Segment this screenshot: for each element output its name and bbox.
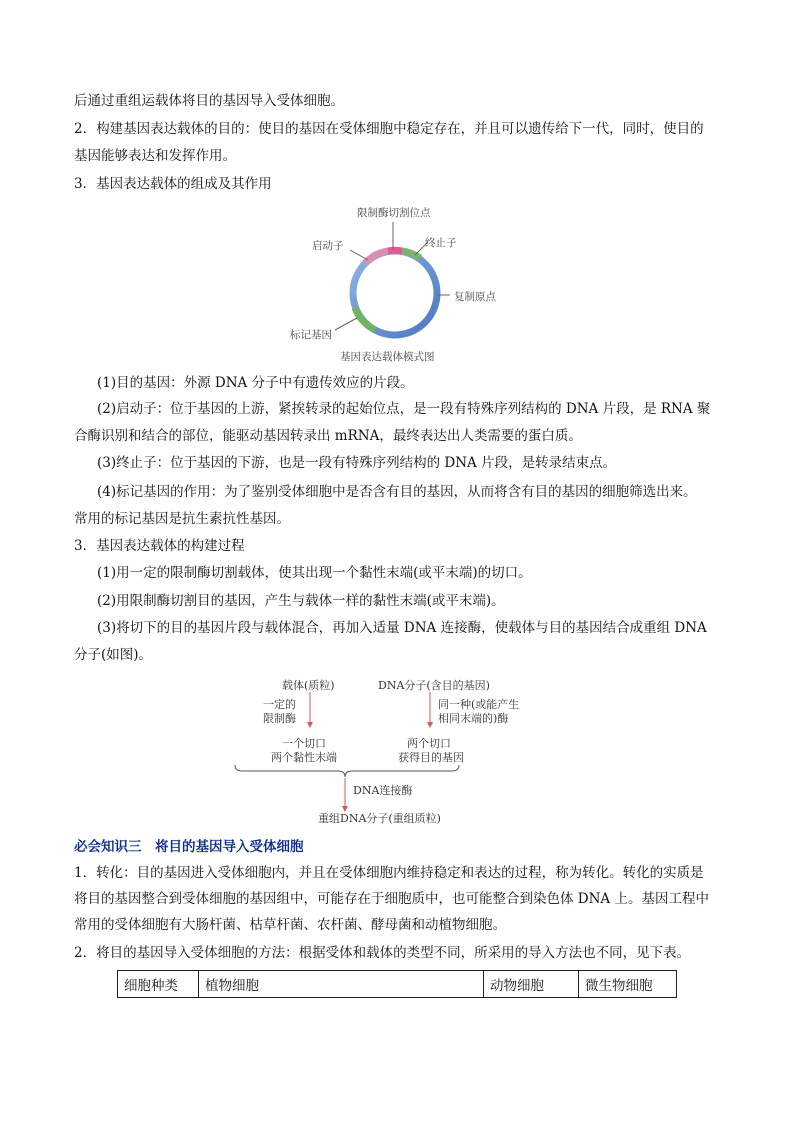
section-heading: 3．基因表达载体的组成及其作用 <box>74 176 272 192</box>
result-left-2: 两个黏性末端 <box>271 751 337 764</box>
product-label: 重组DNA分子(重组质粒) <box>318 812 441 825</box>
label-origin: 复制原点 <box>454 291 496 303</box>
arrow-head-right <box>427 722 433 728</box>
paragraph: 常用的标记基因是抗生素抗性基因。 <box>74 511 290 527</box>
table-header-cell: 植物细胞 <box>199 971 484 998</box>
paragraph: 2．将目的基因导入受体细胞的方法：根据受体和载体的类型不同，所采用的导入方法也不同，见下表。 <box>74 945 691 961</box>
result-left-1: 一个切口 <box>282 737 326 750</box>
table-header-cell: 细胞种类 <box>118 971 199 998</box>
enzyme-right-1: 同一种(或能产生 <box>438 698 520 711</box>
enzyme-left-2: 限制酶 <box>263 712 296 725</box>
table-header-row <box>118 971 677 998</box>
label-cut-site: 限制酶切割位点 <box>357 207 431 219</box>
marker-segment <box>355 308 375 330</box>
paragraph: (2)用限制酶切割目的基因，产生与载体一样的黏性末端(或平末端)。 <box>97 593 505 609</box>
paragraph: 2．构建基因表达载体的目的：使目的基因在受体细胞中稳定存在，并且可以遗传给下一代，同时，使目的 <box>74 121 704 137</box>
arrow-head-left <box>307 722 313 728</box>
merge-brace <box>235 765 459 777</box>
paragraph: 合酶识别和结合的部位，能驱动基因转录出 mRNA，最终表达出人类需要的蛋白质。 <box>74 428 582 444</box>
paragraph: 分子(如图)。 <box>74 647 153 663</box>
paragraph: (2)启动子：位于基因的上游，紧挨转录的起始位点，是一段有特殊序列结构的 DNA 片段，是 RNA 聚 <box>97 401 711 417</box>
paragraph: (1)用一定的限制酶切割载体，使其出现一个黏性末端(或平末端)的切口。 <box>97 565 532 581</box>
paragraph: (1)目的基因：外源 DNA 分子中有遗传效应的片段。 <box>97 375 414 391</box>
marker-pointer <box>335 318 357 330</box>
figure-caption: 基因表达载体模式图 <box>340 351 435 363</box>
paragraph: 1．转化：目的基因进入受体细胞内，并且在受体细胞内维持稳定和表达的过程，称为转化。转化的实质是 <box>74 865 704 881</box>
vector-label: 载体(质粒) <box>282 679 335 692</box>
plasmid-diagram <box>280 200 520 370</box>
result-right-1: 两个切口 <box>407 737 451 750</box>
promoter-pointer <box>350 250 368 260</box>
section-heading: 3．基因表达载体的构建过程 <box>74 538 245 554</box>
paragraph: 后通过重组运载体将目的基因导入受体细胞。 <box>74 93 344 109</box>
enzyme-left-1: 一定的 <box>263 698 296 711</box>
cut-site-segment <box>388 250 402 251</box>
section-heading-3: 必会知识三 将目的基因导入受体细胞 <box>74 839 304 855</box>
label-marker: 标记基因 <box>290 329 332 341</box>
label-promoter: 启动子 <box>312 240 344 252</box>
ligase-label: DNA连接酶 <box>353 784 413 797</box>
dna-label: DNA分子(含目的基因) <box>378 679 490 692</box>
paragraph: 常用的受体细胞有大肠杆菌、枯草杆菌、农杆菌、酵母菌和动植物细胞。 <box>74 917 506 933</box>
paragraph: (3)将切下的目的基因片段与载体混合，再加入适量 DNA 连接酶，使载体与目的基因结合成重组 DNA <box>97 620 707 636</box>
paragraph: 基因能够表达和发挥作用。 <box>74 148 236 164</box>
table-header-cell: 动物细胞 <box>484 971 579 998</box>
table-header-cell: 微生物细胞 <box>579 971 677 998</box>
enzyme-right-2: 相同末端的)酶 <box>438 712 509 725</box>
paragraph: 将目的基因整合到受体细胞的基因组中，可能存在于细胞质中，也可能整合到染色体 DNA 上。基因工程中 <box>74 891 709 907</box>
paragraph: (3)终止子：位于基因的下游，也是一段有特殊序列结构的 DNA 片段，是转录结束点。 <box>97 455 617 471</box>
cell-type-table <box>117 970 677 998</box>
promoter-segment <box>365 251 388 263</box>
result-right-2: 获得目的基因 <box>398 751 464 764</box>
label-terminator: 终止子 <box>425 237 457 249</box>
paragraph: (4)标记基因的作用：为了鉴别受体细胞中是否含有目的基因，从而将含有目的基因的细胞筛选出来。 <box>97 484 697 500</box>
